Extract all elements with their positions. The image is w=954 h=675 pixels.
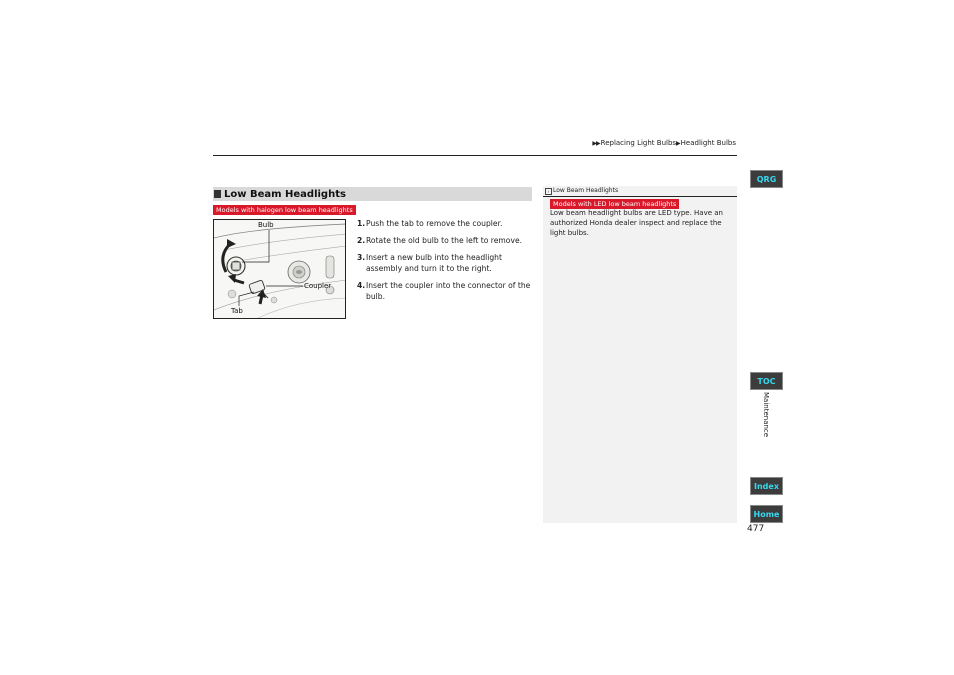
page-number: 477: [747, 524, 765, 534]
figure-label-tab: Tab: [231, 307, 243, 315]
figure-label-bulb: Bulb: [258, 221, 274, 229]
model-tag-halogen: Models with halogen low beam headlights: [213, 205, 356, 215]
instruction-steps: [357, 218, 535, 308]
sidebar-rule: [543, 196, 737, 197]
model-tag-led: Models with LED low beam headlights: [550, 199, 679, 209]
breadcrumb-link-headlight-bulbs[interactable]: Headlight Bulbs: [680, 139, 736, 147]
section-square-icon: [214, 190, 221, 198]
sidebar-note: [543, 186, 737, 523]
figure-label-coupler: Coupler: [304, 282, 332, 290]
step-item: 1. Push the tab to remove the coupler.: [357, 219, 503, 228]
step-item: 4. Insert the coupler into the connector of the bulb.: [357, 281, 531, 301]
reference-icon: ›: [545, 188, 552, 195]
sidebar-heading: › Low Beam Headlights: [545, 187, 618, 195]
headlight-drawing: [214, 220, 346, 319]
headlight-illustration: [213, 219, 346, 319]
section-header: [213, 187, 532, 201]
index-button[interactable]: Index: [750, 477, 783, 495]
breadcrumb-link-replacing-light-bulbs[interactable]: Replacing Light Bulbs: [600, 139, 677, 147]
header-rule: [213, 155, 737, 156]
sidebar-text: Low beam headlight bulbs are LED type. Have an authorized Honda dealer inspect and replace the light bulbs.: [550, 209, 723, 237]
breadcrumb-separator-icon: ▶: [676, 140, 680, 147]
breadcrumb: [592, 139, 736, 147]
home-button[interactable]: Home: [750, 505, 783, 523]
step-item: 3. Insert a new bulb into the headlight assembly and turn it to the right.: [357, 253, 502, 273]
step-item: 2. Rotate the old bulb to the left to remove.: [357, 236, 523, 245]
toc-button[interactable]: TOC: [750, 372, 783, 390]
section-title: Low Beam Headlights: [224, 188, 346, 200]
breadcrumb-arrow-icon: ▶▶: [592, 140, 600, 147]
qrg-button[interactable]: QRG: [750, 170, 783, 188]
chapter-label: Maintenance: [762, 392, 770, 438]
